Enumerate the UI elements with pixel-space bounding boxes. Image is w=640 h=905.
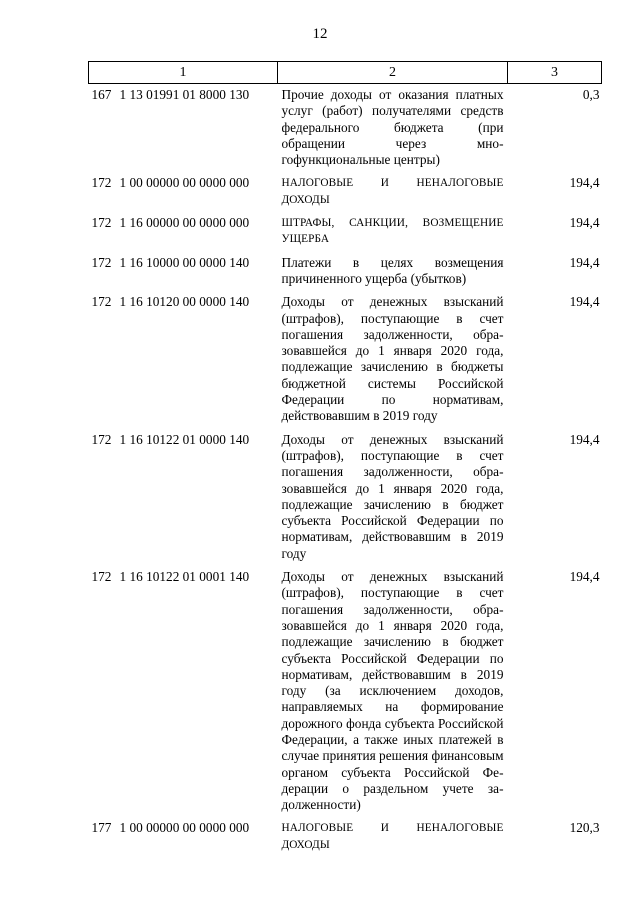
administrator-code: 172 bbox=[91, 175, 112, 191]
revenue-amount: 194,4 bbox=[569, 431, 600, 447]
administrator-code: 172 bbox=[91, 294, 112, 310]
revenue-description: Доходы от денежных взысканий (штрафов), поступающие в счет погашения задолженности, образовавшейся до 1 января 2020 года, подлежащие зачислению в бюджет субъекта Российской Федерации по нормативам, действовавшим в 2019 году bbox=[281, 431, 504, 561]
page-number: 12 bbox=[312, 26, 328, 42]
revenue-description: ШТРАФЫ, САНКЦИИ, ВОЗМЕЩЕНИЕ УЩЕРБА bbox=[281, 217, 504, 246]
table-header-row bbox=[89, 62, 602, 84]
table-row bbox=[89, 255, 602, 295]
classification-code-cell bbox=[89, 215, 278, 255]
table-row bbox=[89, 820, 602, 860]
revenue-code: 1 13 01991 01 8000 130 bbox=[119, 87, 250, 102]
revenue-amount: 0,3 bbox=[582, 87, 600, 102]
table-row bbox=[89, 569, 602, 820]
revenue-description: Доходы от денежных взысканий (штрафов), поступающие в счет погашения задолженности, образовавшейся до 1 января 2020 года, подлежащие зачислению в бюджеты бюджетной системы Российской Федерации по нормативам, действовавшим в 2019 году bbox=[281, 294, 504, 424]
revenue-description: НАЛОГОВЫЕ И НЕНАЛОГОВЫЕ ДОХОДЫ bbox=[281, 822, 504, 851]
revenue-code: 1 00 00000 00 0000 000 bbox=[119, 820, 250, 836]
revenue-description: НАЛОГОВЫЕ И НЕНАЛОГОВЫЕ ДОХОДЫ bbox=[281, 177, 504, 206]
classification-code-cell bbox=[89, 84, 278, 176]
table-row bbox=[89, 294, 602, 431]
revenue-description: Прочие доходы от оказания платных услуг (работ) получателями средств федерального бюджета (при обращении через многофункциональные центры) bbox=[281, 87, 504, 168]
administrator-code: 172 bbox=[91, 569, 112, 585]
revenue-amount: 194,4 bbox=[569, 569, 600, 585]
header-col-2: 2 bbox=[278, 62, 508, 84]
table-row bbox=[89, 432, 602, 569]
classification-code-cell bbox=[89, 255, 278, 295]
administrator-code: 172 bbox=[91, 215, 112, 231]
revenue-amount: 194,4 bbox=[569, 175, 600, 191]
administrator-code: 177 bbox=[91, 820, 112, 836]
revenue-amount: 194,4 bbox=[569, 215, 600, 231]
header-col-1: 1 bbox=[89, 62, 278, 84]
revenue-table bbox=[88, 61, 602, 860]
revenue-code: 1 00 00000 00 0000 000 bbox=[119, 175, 250, 191]
administrator-code: 172 bbox=[91, 254, 112, 270]
table-row bbox=[89, 175, 602, 215]
revenue-code: 1 16 10000 00 0000 140 bbox=[119, 254, 250, 270]
revenue-amount: 120,3 bbox=[569, 820, 600, 836]
classification-code-cell bbox=[89, 294, 278, 431]
table-row bbox=[89, 84, 602, 176]
classification-code-cell bbox=[89, 569, 278, 820]
revenue-amount: 194,4 bbox=[569, 254, 600, 270]
classification-code-cell bbox=[89, 175, 278, 215]
classification-code-cell bbox=[89, 432, 278, 569]
header-col-3: 3 bbox=[508, 62, 602, 84]
revenue-description: Платежи в целях возмещения причиненного ущерба (убытков) bbox=[281, 254, 504, 286]
administrator-code: 167 bbox=[91, 87, 112, 102]
administrator-code: 172 bbox=[91, 431, 112, 447]
table-row bbox=[89, 215, 602, 255]
revenue-code: 1 16 10120 00 0000 140 bbox=[119, 294, 250, 310]
classification-code-cell bbox=[89, 820, 278, 860]
revenue-code: 1 16 00000 00 0000 000 bbox=[119, 215, 250, 231]
revenue-amount: 194,4 bbox=[569, 294, 600, 310]
revenue-code: 1 16 10122 01 0000 140 bbox=[119, 431, 250, 447]
revenue-code: 1 16 10122 01 0001 140 bbox=[119, 569, 250, 585]
revenue-description: Доходы от денежных взысканий (штрафов), поступающие в счет погашения задолженности, образовавшейся до 1 января 2020 года, подлежащие зачислению в бюджет субъекта Российской Федерации по нормативам, действовавшим в 2019 году (за исключением доходов, направляемых на формирование дорожного фонда субъекта Российской Федерации, а также иных платежей в случае принятия решения финансовым органом субъекта Российской Федерации о раздельном учете задолженности) bbox=[281, 569, 504, 813]
